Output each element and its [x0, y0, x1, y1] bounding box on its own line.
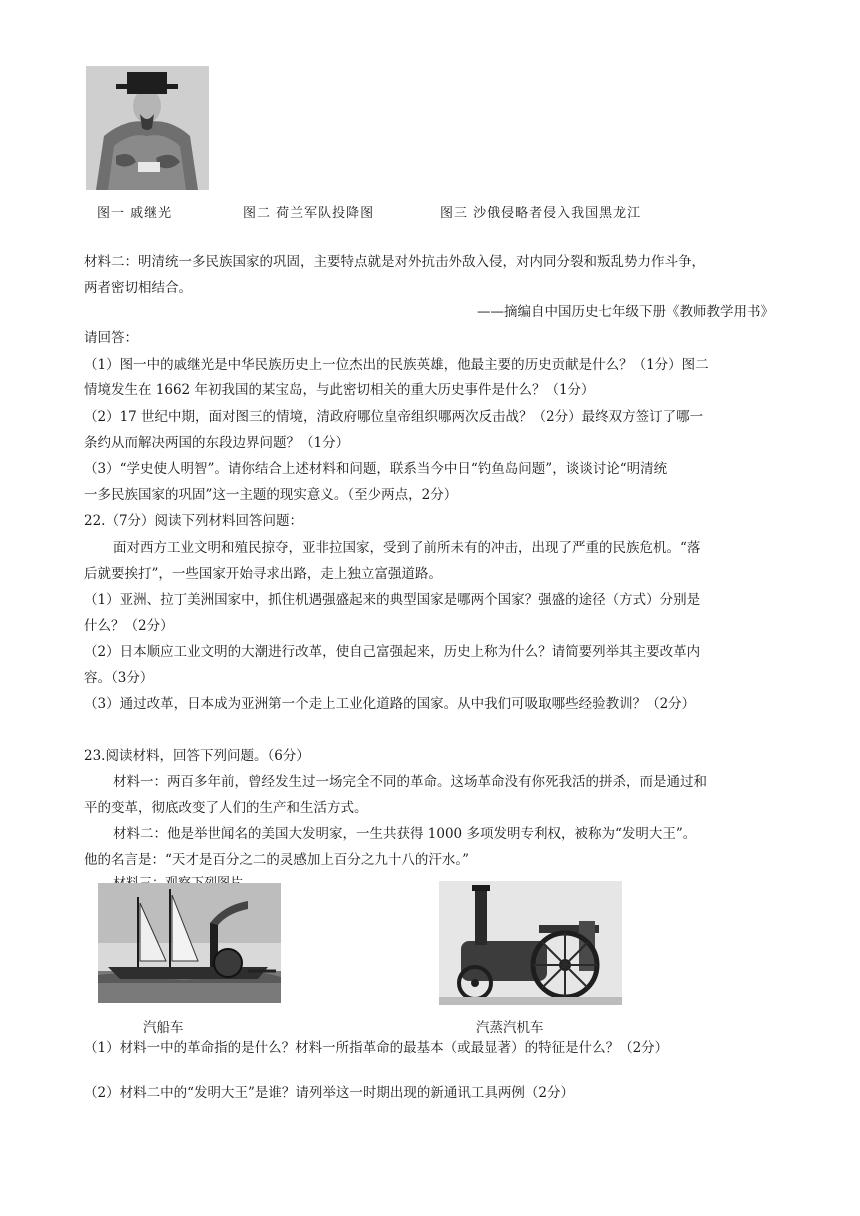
figure-caption-steamboat: 汽船车 [143, 1020, 184, 1036]
q23-item-2: （2）材料二中的“发明大王”是谁？请列举这一时期出现的新通讯工具两例（2分） [84, 1085, 574, 1101]
q22-item-2-line-1: （2）日本顺应工业文明的大潮进行改革，使自己富强起来，历史上称为什么？请简要列举其主要改革内 [84, 644, 701, 660]
q23-material2-line-2: 他的名言是：“天才是百分之二的灵感加上百分之九十八的汗水。” [84, 852, 470, 868]
q22-item-2-line-2: 容。（3分） [84, 670, 154, 686]
q22-heading: 22.（7分）阅读下列材料回答问题： [84, 513, 304, 529]
q22-intro-line-1: 面对西方工业文明和殖民掠夺，亚非拉国家，受到了前所未有的冲击，出现了严重的民族危机。“落 [113, 540, 701, 556]
q23-material1-line-1: 材料一：两百多年前，曾经发生过一场完全不同的革命。这场革命没有你死我活的拼杀，而是通过和 [113, 774, 707, 790]
q23-material2-line-1: 材料二：他是举世闻名的美国大发明家，一生共获得 1000 多项发明专利权，被称为“发明大王”。 [113, 826, 697, 842]
q21-item-3-line-2: 一多民族国家的巩固”这一主题的现实意义。（至少两点，2分） [84, 487, 458, 503]
q22-item-1-line-1: （1）亚洲、拉丁美洲国家中，抓住机遇强盛起来的典型国家是哪两个国家？强盛的途径（方式）分别是 [84, 592, 701, 608]
q23-item-1: （1）材料一中的革命指的是什么？材料一所指革命的最基本（或最显著）的特征是什么？（2分） [84, 1040, 669, 1056]
figure-qi-jiguang-portrait [86, 66, 209, 190]
figure-steamboat [98, 883, 281, 1003]
q21-material2-line-2: 两者密切相结合。 [84, 280, 192, 296]
figure-caption-steam-locomotive: 汽蒸汽机车 [476, 1020, 544, 1036]
q23-material1-line-2: 平的变革，彻底改变了人们的生产和生活方式。 [84, 800, 368, 816]
q23-heading: 23.阅读材料，回答下列问题。（6分） [84, 748, 310, 764]
figure-caption-3: 图三 沙俄侵略者侵入我国黑龙江 [440, 206, 642, 221]
q21-item-2-line-1: （2）17 世纪中期，面对图三的情境，清政府哪位皇帝组织哪两次反击战？（2分）最终双方签订了哪一 [84, 409, 704, 425]
q21-item-1-line-1: （1）图一中的戚继光是中华民族历史上一位杰出的民族英雄，他最主要的历史贡献是什么？（1分）图二 [84, 357, 709, 373]
q22-intro-line-2: 后就要挨打”，一些国家开始寻求出路，走上独立富强道路。 [84, 566, 442, 582]
q21-item-1-line-2: 情境发生在 1662 年初我国的某宝岛，与此密切相关的重大历史事件是什么？（1分） [84, 382, 595, 398]
figure-steam-traction-engine [439, 881, 622, 1005]
figure-caption-2: 图二 荷兰军队投降图 [243, 206, 375, 221]
q21-item-3-line-1: （3）“学史使人明智”。请你结合上述材料和问题，联系当今中日“钓鱼岛问题”，谈谈讨论“明清统 [84, 461, 668, 477]
q22-item-1-line-2: 什么？（2分） [84, 618, 174, 634]
q21-prompt: 请回答： [84, 330, 138, 346]
q21-source: ——摘编自中国历史七年级下册《教师教学用书》 [477, 304, 774, 320]
q21-material2-line-1: 材料二：明清统一多民族国家的巩固，主要特点就是对外抗击外敌入侵，对内同分裂和叛乱势力作斗争， [84, 254, 705, 270]
figure-caption-1: 图一 戚继光 [97, 206, 173, 221]
q21-item-2-line-2: 条约从而解决两国的东段边界问题？（1分） [84, 435, 350, 451]
q22-item-3: （3）通过改革，日本成为亚洲第一个走上工业化道路的国家。从中我们可吸取哪些经验教训？（2分） [84, 696, 696, 712]
